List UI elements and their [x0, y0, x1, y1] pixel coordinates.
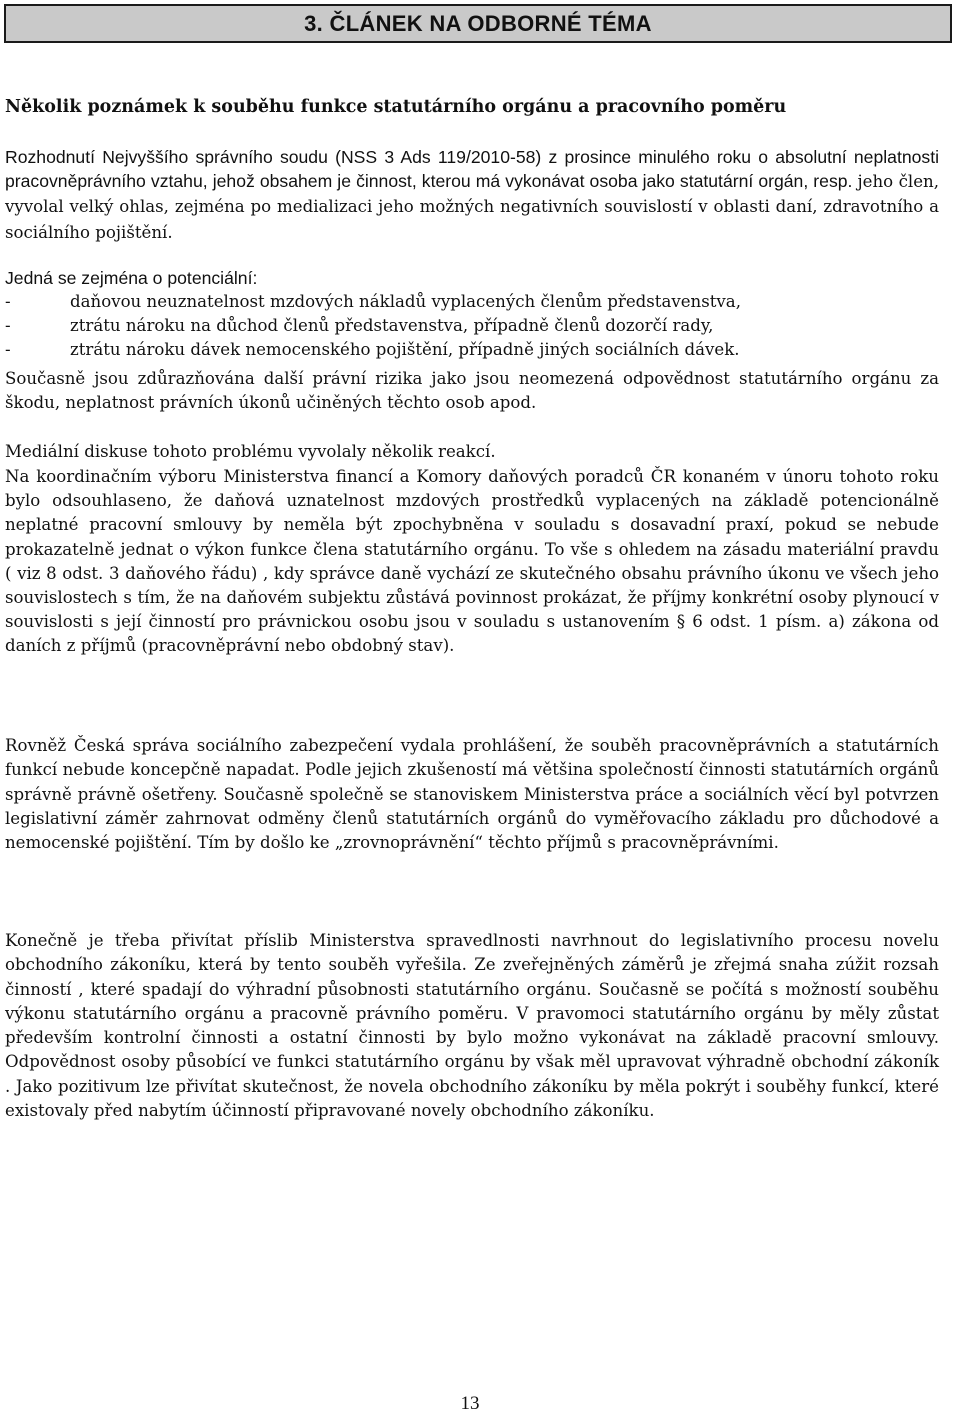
list-dash: - — [5, 292, 11, 311]
paragraph-7: Konečně je třeba přivítat příslib Ministerstva spravedlnosti navrhnout do legislativního procesu novelu obchodního zákoníku, která by tento souběh vyřešila. Ze zveřejněných záměrů je zřejmá snaha zúžit rozsah činností , které spadají do výhradní působnosti statutárního orgánu. Současně se počítá s možností souběhu výkonu statutárního orgánu a pracovně právního poměru. V pravomoci statutárního orgánu by měly zůstat především kontrolní činnosti a ostatní činnosti by bylo možno vykonávat na základě pracovní smlouvy. Odpovědnost osoby působící ve funkci statutárního orgánu by však měl upravovat výhradně obchodní zákoník . Jako pozitivum lze přivítat skutečnost, že novela obchodního zákoníku by měla pokrýt i souběhy funkcí, které existovaly před nabytím účinností připravované novely obchodního zákoníku. — [5, 931, 939, 1121]
paragraph-4: Mediální diskuse tohoto problému vyvolaly několik reakcí. — [5, 442, 496, 461]
paragraph-1-part-b: jeho člen, vyvolal velký ohlas, zejména po medializaci jeho možných negativních souvislostí v oblasti daní, zdravotního a sociálního pojištění. — [5, 172, 939, 242]
paragraph-1-part-a: Rozhodnutí Nejvyššího správního soudu (NSS 3 Ads 119/2010-58) z prosince minulého roku o absolutní neplatnosti pracovněprávního vztahu, jehož obsahem je činnost, kterou má vykonávat osoba jako statutární orgán, resp. — [5, 147, 939, 192]
risk-list — [5, 290, 939, 363]
list-item-text: ztrátu nároku na důchod členů představenstva, případně členů dozorčí rady, — [70, 316, 714, 336]
paragraph-2-intro: Jedná se zejména o potenciální: — [5, 268, 258, 288]
section-title: 3. ČLÁNEK NA ODBORNÉ TÉMA — [304, 10, 652, 36]
paragraph-5-part-b: a) zákona od daních z příjmů (pracovněprávní nebo obdobný stav). — [5, 612, 939, 656]
paragraph-6: Rovněž Česká správa sociálního zabezpečení vydala prohlášení, že souběh pracovněprávních a statutárních funkcí nebude koncepčně napadat. Podle jejich zkušeností má většina společností činnosti statutárních orgánů správně právně ošetřeny. Současně společně se stanoviskem Ministerstva práce a sociálních věcí byl potvrzen legislativní záměr zahrnovat odměny členů statutárních orgánů do vyměřovacího základu pro důchodové a nemocenské pojištění. Tím by došlo ke „zrovnoprávnění“ těchto příjmů s pracovněprávními. — [5, 736, 939, 853]
list-item — [5, 290, 939, 314]
paragraph-5 — [5, 465, 939, 659]
paragraph-3: Současně jsou zdůrazňována další právní rizika jako jsou neomezená odpovědnost statutárního orgánu za škodu, neplatnost právních úkonů učiněných těchto osob apod. — [5, 369, 939, 413]
list-item-text: daňovou neuznatelnost mzdových nákladů vyplacených členům představenstva, — [70, 292, 741, 311]
list-item — [5, 338, 939, 362]
paragraph-1 — [5, 145, 939, 245]
paragraph-5-part-a: Na koordinačním výboru Ministerstva financí a Komory daňových poradců ČR konaném v únoru tohoto roku bylo odsouhlaseno, že daňová uznatelnost mzdových prostředků vyplacených na základě potencionálně neplatné pracovní smlouvy by neměla být zpochybněna v souladu s dosavadní praxí, pokud se nebude prokazatelně jednat o výkon funkce člena statutárního orgánu. To vše s ohledem na zásadu materiální pravdu ( viz 8 odst. 3 daňového řádu) , kdy správce daně vychází ze skutečného obsahu právního úkonu ve všech jeho souvislostech s tím, že na daňovém subjektu zůstává povinnost prokázat, že příjmy konkrétní osoby plynoucí v souvislosti s její činností pro právnickou osobu jsou v souladu s ustanovením § 6 odst. 1 písm. — [5, 467, 939, 632]
page-number: 13 — [460, 1393, 480, 1414]
section-banner — [4, 4, 952, 43]
list-item — [5, 314, 939, 338]
article-heading: Několik poznámek k souběhu funkce statutárního orgánu a pracovního poměru — [5, 97, 787, 117]
list-dash: - — [5, 316, 11, 336]
list-dash: - — [5, 340, 11, 360]
list-item-text: ztrátu nároku dávek nemocenského pojištění, případně jiných sociálních dávek. — [70, 340, 740, 360]
